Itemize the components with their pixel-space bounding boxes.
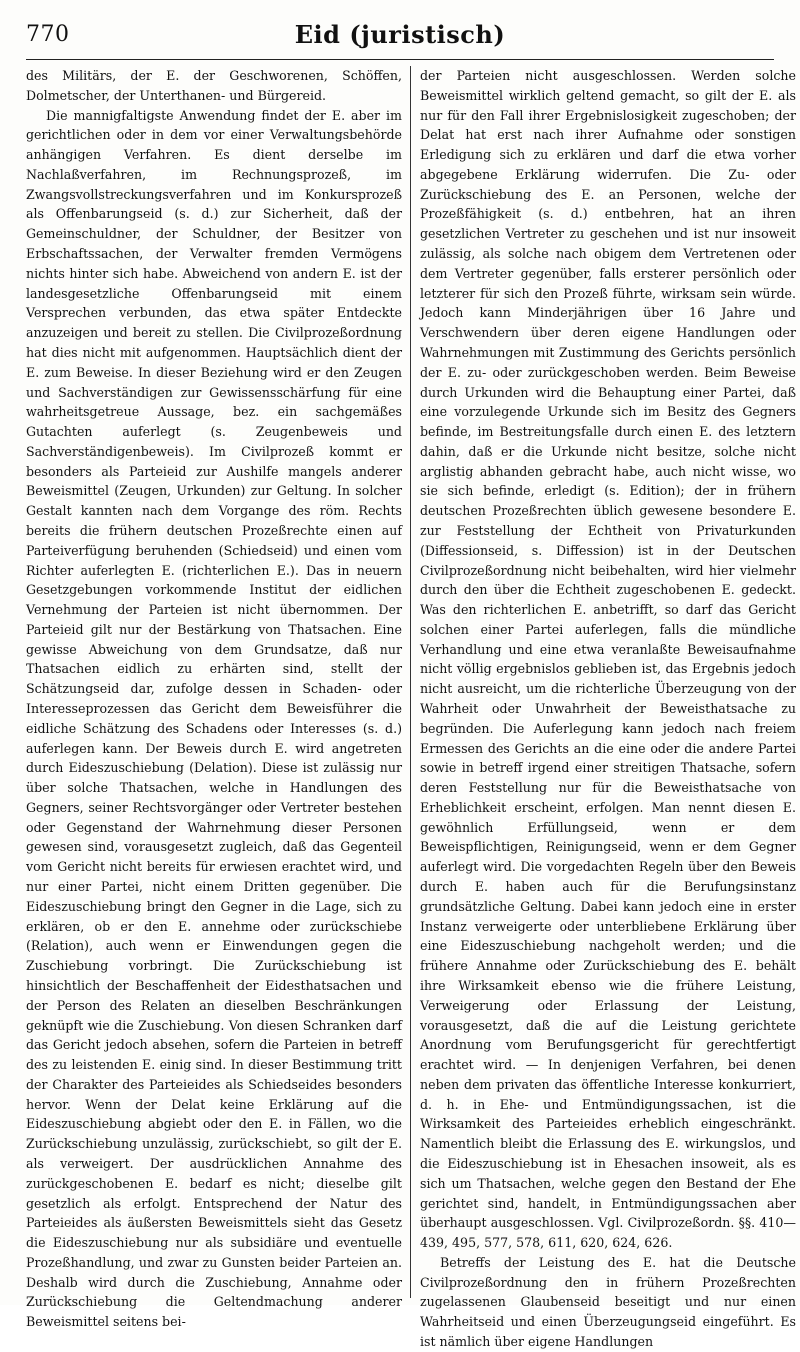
- paragraph: der Parteien nicht ausgeschlossen. Werden solche Beweismittel wirklich geltend gemacht, so gilt der E. als nur für den Fall ihrer Ergebnislosigkeit zugeschoben; der Delat hat erst nach ihrer Aufnahme oder sonstigen Erledigung sich zu erklären und darf die etwa vorher abgegebene Erklärung widerrufen. Die Zu- oder Zurückschiebung des E. an Personen, welche der Prozeßfähigkeit (s. d.) entbehren, hat an ihren gesetzlichen Vertreter zu geschehen und ist nur insoweit zulässig, als solche nach obigem dem Vertretenen oder dem Vertreter gegenüber, falls ersterer persönlich oder letzterer für sich den Prozeß führte, wirksam sein würde. Jedoch kann Minderjährigen über 16 Jahre und Verschwendern über deren eigene Handlungen oder Wahrnehmungen mit Zustimmung des Gerichts persönlich der E. zu- oder zurückgeschoben werden. Beim Beweise durch Urkunden wird die Behauptung einer Partei, daß eine vorzulegende Urkunde sich im Besitz des Gegners befinde, im Bestreitungsfalle durch einen E. des letztern dahin, daß er die Urkunde nicht besitze, solche nicht arglistig abhanden gebracht habe, auch nicht wisse, wo sie sich befinde, erledigt (s. Edition); der in frühern deutschen Prozeßrechten üblich gewesene besondere E. zur Feststellung der Echtheit von Privaturkunden (Diffessionseid, s. Diffession) ist in der Deutschen Civilprozeßordnung nicht beibehalten, wird hier vielmehr durch den über die Echtheit zugeschobenen E. gedeckt. Was den richterlichen E. anbetrifft, so darf das Gericht solchen einer Partei auferlegen, falls die mündliche Verhandlung und eine etwa veranlaßte Beweisaufnahme nicht völlig ergebnislos geblieben ist, das Ergebnis jedoch nicht ausreicht, um die richterliche Überzeugung von der Wahrheit oder Unwahrheit der Beweisthatsache zu begründen. Die Auferlegung kann jedoch nach freiem Ermessen des Gerichts an die eine oder die andere Partei sowie in betreff irgend einer streitigen Thatsache, sofern deren Feststellung nur für die Beweisthatsache von Erheblichkeit erscheint, erfolgen. Man nennt diesen E. gewöhnlich Erfüllungseid, wenn er dem Beweispflichtigen, Reinigungseid, wenn er dem Gegner auferlegt wird. Die vorgedachten Regeln über den Beweis durch E. haben auch für die Berufungsinstanz grundsätzliche Geltung. Dabei kann jedoch eine in erster Instanz verweigerte oder unterbliebene Erklärung über eine Eideszuschiebung nachgeholt werden; und die frühere Annahme oder Zurückschiebung des E. behält ihre Wirksamkeit ebenso wie die frühere Leistung, Verweigerung oder Erlassung der Leistung, vorausgesetzt, daß die auf die Leistung gerichtete Anordnung vom Berufungsgericht für gerechtfertigt erachtet wird. — In denjenigen Verfahren, bei denen neben dem privaten das öffentliche Interesse konkurriert, d. h. in Ehe- und Entmündigungssachen, ist die Wirksamkeit des Parteieides erheblich eingeschränkt. Namentlich bleibt die Erlassung des E. wirkungslos, und die Eideszuschiebung ist in Ehesachen insoweit, als es sich um Thatsachen, welche gegen den Bestand der Ehe gerichtet sind, handelt, in Entmündigungssachen aber überhaupt ausgeschlossen. Vgl. Civilprozeßordn. §§. 410—439, 495, 577, 578, 611, 620, 624, 626.: [420, 68, 796, 1251]
- header-rule: [26, 59, 774, 60]
- page-number: 770: [26, 22, 70, 47]
- running-head: Eid (juristisch): [294, 20, 506, 49]
- column-divider: [410, 66, 411, 1298]
- right-column: [420, 66, 796, 1349]
- left-column: [26, 66, 402, 1330]
- paragraph: Die mannigfaltigste Anwendung findet der E. aber im gerichtlichen oder in dem vor einer Verwaltungsbehörde anhängigen Verfahren. Es dient derselbe im Nachlaßverfahren, im Rechnungsprozeß, im Zwangsvollstreckungsverfahren und im Konkursprozeß als Offenbarungseid (s. d.) zur Sicherheit, daß der Gemeinschuldner, der Schuldner, der Besitzer von Erbschaftssachen, der Verwalter fremden Vermögens nichts hinter sich habe. Abweichend von andern E. ist der landesgesetzliche Offenbarungseid mit einem Versprechen verbunden, das etwa später Entdeckte anzuzeigen und bereit zu stellen. Die Civilprozeßordnung hat dies nicht mit aufgenommen. Hauptsächlich dient der E. zum Beweise. In dieser Beziehung wird er den Zeugen und Sachverständigen zur Gewissensschärfung für eine wahrheitsgetreue Aussage, bez. ein sachgemäßes Gutachten auferlegt (s. Zeugenbeweis und Sachverständigenbeweis). Im Civilprozeß kommt er besonders als Parteieid zur Aushilfe mangels anderer Beweismittel (Zeugen, Urkunden) zur Geltung. In solcher Gestalt kannten nach dem Vorgange des röm. Rechts bereits die frühern deutschen Prozeßrechte einen auf Parteiverfügung beruhenden (Schiedseid) und einen vom Richter auferlegten E. (richterlichen E.). Das in neuern Gesetzgebungen vorkommende Institut der eidlichen Vernehmung der Parteien ist nicht übernommen. Der Parteieid gilt nur der Bestärkung von Thatsachen. Eine gewisse Abweichung von dem Grundsatze, daß nur Thatsachen eidlich zu erhärten sind, stellt der Schätzungseid dar, zufolge dessen in Schaden- oder Interesseprozessen das Gericht dem Beweisführer die eidliche Schätzung des Schadens oder Interesses (s. d.) auferlegen kann. Der Beweis durch E. wird angetreten durch Eideszuschiebung (Delation). Diese ist zulässig nur über solche Thatsachen, welche in Handlungen des Gegners, seiner Rechtsvorgänger oder Vertreter bestehen oder Gegenstand der Wahrnehmung dieser Personen gewesen sind, vorausgesetzt zugleich, daß das Gegenteil vom Gericht nicht bereits für erwiesen erachtet wird, und nur einer Partei, nicht einem Dritten gegenüber. Die Eideszuschiebung bringt den Gegner in die Lage, sich zu erklären, ob er den E. annehme oder zurückschiebe (Relation), auch wenn er Einwendungen gegen die Zuschiebung vorbringt. Die Zurückschiebung ist hinsichtlich der Beschaffenheit der Eidesthatsachen und der Person des Relaten an dieselben Beschränkungen geknüpft wie die Zuschiebung. Von diesen Schranken darf das Gericht jedoch absehen, sofern die Parteien in betreff des zu leistenden E. einig sind. In dieser Bestimmung tritt der Charakter des Parteieides als Schiedseides besonders hervor. Wenn der Delat keine Erklärung auf die Eideszuschiebung abgiebt oder den E. in Fällen, wo die Zurückschiebung unzulässig, zurückschiebt, so gilt der E. als verweigert. Der ausdrücklichen Annahme des zurückgeschobenen E. bedarf es nicht; dieselbe gilt gesetzlich als erfolgt. Entsprechend der Natur des Parteieides als äußersten Beweismittels sieht das Gesetz die Eideszuschiebung nur als subsidiäre und eventuelle Prozeßhandlung, und zwar zu Gunsten beider Parteien an. Deshalb wird durch die Zuschiebung, Annahme oder Zurückschiebung die Geltendmachung anderer Beweismittel seitens bei-: [26, 107, 402, 1330]
- paragraph: des Militärs, der E. der Geschworenen, Schöffen, Dolmetscher, der Unterthanen- und Bürgereid.: [26, 68, 402, 103]
- page-header: [26, 8, 774, 56]
- paragraph: Betreffs der Leistung des E. hat die Deutsche Civilprozeßordnung den in frühern Prozeßrechten zugelassenen Glaubenseid beseitigt und nur einen Wahrheitseid und einen Überzeugungseid eingeführt. Es ist nämlich über eigene Handlungen: [420, 1254, 796, 1349]
